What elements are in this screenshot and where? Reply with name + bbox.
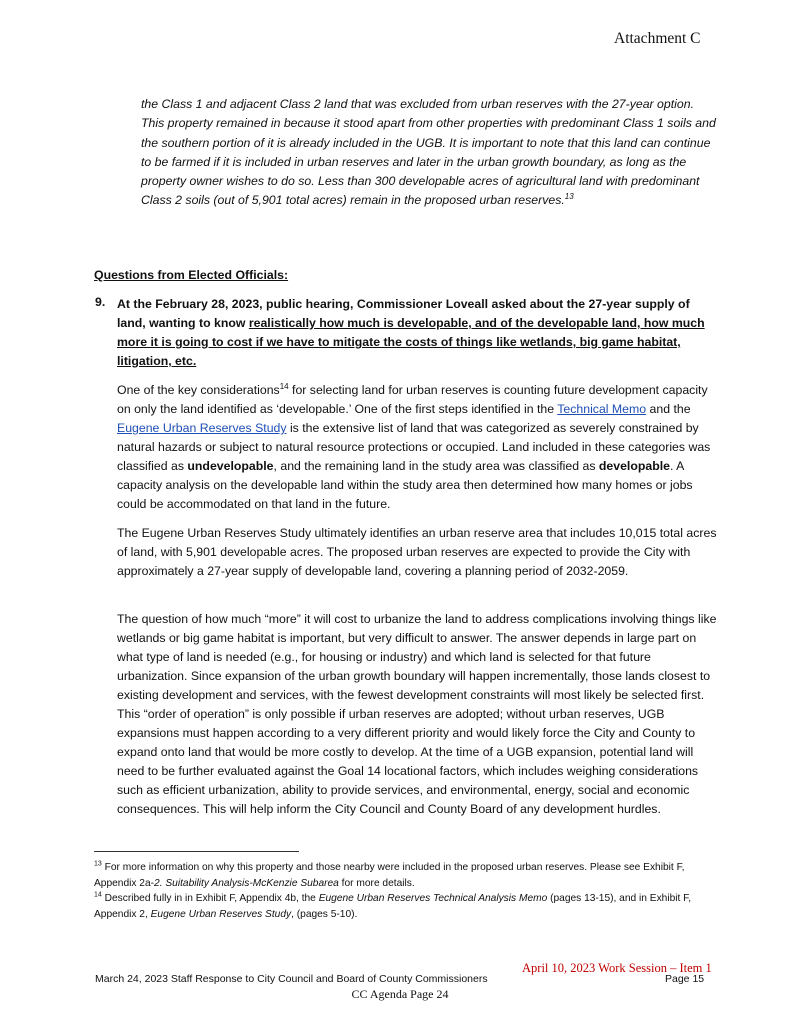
attachment-label: Attachment C <box>614 30 701 47</box>
text: For more information on why this property and those nearby were included in the proposed urban reserves. Please see Exhibit F, Appendix 2a- <box>94 862 685 889</box>
text: for selecting land for urban reserves is counting future development capacity on only the land identified as ‘developable.’ One of the first steps identified in the <box>117 383 708 416</box>
text: (pages 13-15), and in Exhibit F, Appendix 2, <box>94 893 692 920</box>
footnote-number: 13 <box>94 860 102 868</box>
question-number: 9. <box>95 295 106 309</box>
paragraph-developable <box>117 381 717 514</box>
footnote-divider <box>94 851 299 852</box>
text: One of the key considerations <box>117 383 280 397</box>
technical-memo-link[interactable]: Technical Memo <box>557 402 647 416</box>
urban-reserves-study-link[interactable]: Eugene Urban Reserves Study <box>117 421 287 435</box>
quote-text: the Class 1 and adjacent Class 2 land that was excluded from urban reserves with the 27-year option. This property remained in because it stood apart from other properties with predominant Class 1 soils and the southern portion of it is already included in the UGB. It is important to note that this land can continue to be farmed if it is included in urban reserves and later in the urban growth boundary, as long as the property owner wishes to do so. Less than 300 developable acres of agricultural land with predominant Class 2 soils (out of 5,901 total acres) remain in the proposed urban reserves. <box>141 97 716 208</box>
text: for more details. <box>338 877 415 889</box>
footnote-ref-14[interactable]: 14 <box>279 381 289 391</box>
question-underlined: realistically how much is developable, and of the developable land, how much more it is going to cost if we have to mitigate the costs of things like wetlands, big game habitat, litigation, etc. <box>117 316 705 368</box>
text: Eugene Urban Reserves Technical Analysis Memo <box>318 893 548 904</box>
text: 2. Suitability Analysis-McKenzie Subarea <box>154 877 339 889</box>
text: , (pages 5-10). <box>291 908 358 920</box>
paragraph-acreage: The Eugene Urban Reserves Study ultimately identifies an urban reserve area that includes 10,015 total acres of land, with 5,901 developable acres. The proposed urban reserves are expected to provide the City with approximately a 27-year supply of developable land, covering a planning period of 2032-2059. <box>117 526 717 578</box>
undevelopable-term: undevelopable <box>187 459 274 473</box>
footer-title: March 24, 2023 Staff Response to City Council and Board of County Commissioners <box>95 973 488 985</box>
agenda-page: CC Agenda Page 24 <box>351 987 449 1001</box>
text: . A capacity analysis on the developable land within the study area then determined how many homes or jobs could be accommodated on that land in the future. <box>117 459 693 511</box>
footnote-13 <box>94 860 714 891</box>
developable-term: developable <box>598 459 670 473</box>
footnote-number: 14 <box>94 891 102 899</box>
footnote-ref-13[interactable]: 13 <box>564 192 574 202</box>
text: , and the remaining land in the study area was classified as <box>273 459 599 473</box>
questions-heading: Questions from Elected Officials: <box>94 268 289 282</box>
text: Eugene Urban Reserves Study <box>150 908 292 920</box>
question-9 <box>117 295 717 371</box>
text: and the <box>646 402 691 416</box>
work-session-stamp: April 10, 2023 Work Session – Item 1 <box>522 961 712 975</box>
page-number: Page 15 <box>665 973 705 985</box>
quoted-paragraph <box>141 95 716 211</box>
text: Described fully in in Exhibit F, Appendix 4b, the <box>101 893 319 904</box>
text: is the extensive list of land that was categorized as severely constrained by natural hazards or subject to natural resource protections or occupied. Land included in these categories was classified as <box>117 421 711 473</box>
paragraph-cost: The question of how much “more” it will cost to urbanize the land to address complications involving things like wetlands or big game habitat is important, but very difficult to answer. The answer depends in large part on what type of land is needed (e.g., for housing or industry) and which land is selected for that future urbanization. Since expansion of the urban growth boundary will happen incrementally, those lands closest to existing development and services, with the fewest development constraints will most likely be selected first. This “order of operation” is only possible if urban reserves are adopted; without urban reserves, UGB expansions must happen according to a very different priority and would likely force the City and County to expand onto land that would be more costly to develop. At the time of a UGB expansion, potential land will need to be further evaluated against the Goal 14 locational factors, which includes weighing considerations such as efficient urbanization, ability to provide services, and environmental, energy, social and economic consequences. This will help inform the City Council and County Board of any development hurdles. <box>117 612 717 816</box>
footnote-14 <box>94 891 714 922</box>
question-intro: At the February 28, 2023, public hearing, Commissioner Loveall asked about the 27-year supply of land, wanting to know <box>117 297 690 330</box>
